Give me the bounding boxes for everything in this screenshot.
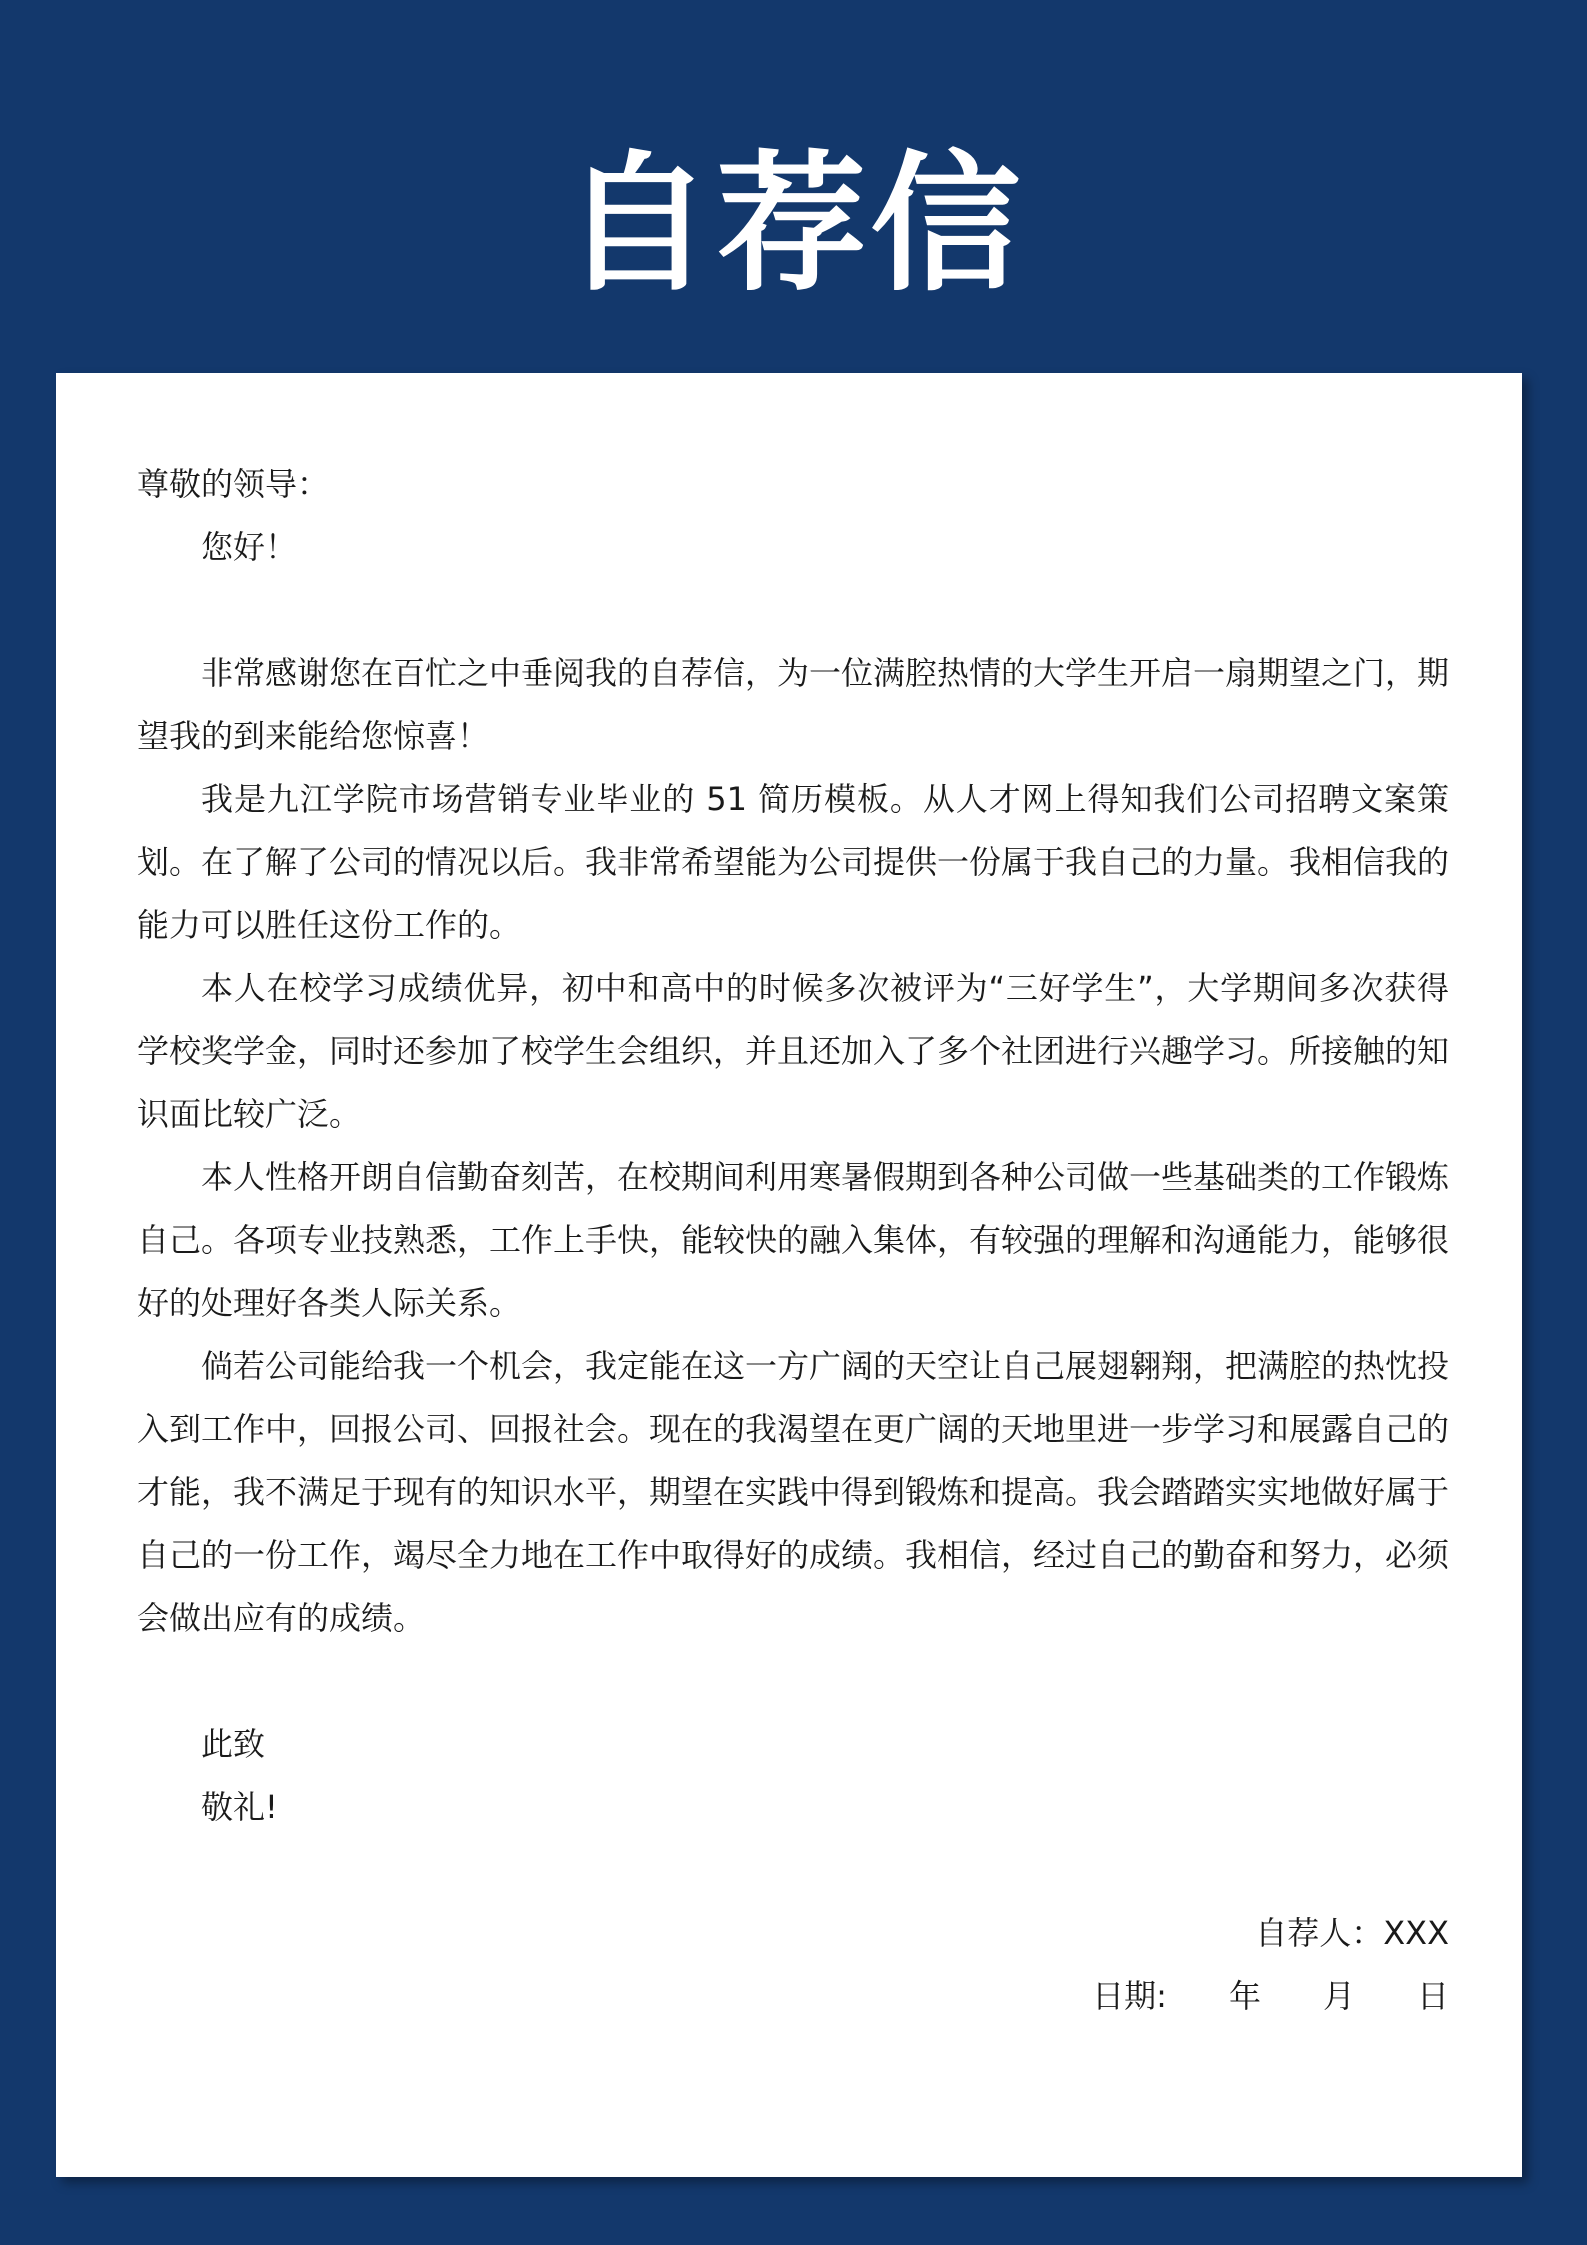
paragraph-1: 非常感谢您在百忙之中垂阅我的自荐信，为一位满腔热情的大学生开启一扇期望之门，期望我的到来能给您惊喜！ bbox=[137, 654, 1450, 755]
signature-block bbox=[137, 1902, 1449, 2028]
salutation: 尊敬的领导： bbox=[137, 465, 330, 503]
date-year: 年 bbox=[1228, 1977, 1261, 2015]
paragraph-5: 倘若公司能给我一个机会，我定能在这一方广阔的天空让自己展翅翱翔，把满腔的热忱投入到工作中，回报公司、回报社会。现在的我渴望在更广阔的天地里进一步学习和展露自己的才能，我不满足于现有的知识水平，期望在实践中得到锻炼和提高。我会踏踏实实地做好属于自己的一份工作，竭尽全力地在工作中取得好的成绩。我相信，经过自己的勤奋和努力，必须会做出应有的成绩。 bbox=[137, 1347, 1450, 1637]
greeting: 您好！ bbox=[201, 528, 298, 566]
letter-body bbox=[137, 453, 1449, 2028]
blank-line bbox=[137, 579, 1449, 642]
page-title: 自荐信 bbox=[562, 138, 1025, 312]
date-label: 日期: bbox=[1092, 1977, 1167, 2015]
signer: 自荐人：XXX bbox=[1255, 1914, 1449, 1952]
letter-paper bbox=[56, 373, 1522, 2177]
paragraph-2: 我是九江学院市场营销专业毕业的 51 简历模板。从人才网上得知我们公司招聘文案策划。在了解了公司的情况以后。我非常希望能为公司提供一份属于我自己的力量。我相信我的能力可以胜任这份工作的。 bbox=[137, 780, 1450, 944]
closing-line-1: 此致 bbox=[201, 1725, 266, 1763]
closing-block bbox=[137, 1713, 1449, 1839]
closing-line-2: 敬礼! bbox=[201, 1788, 278, 1826]
paragraph-4: 本人性格开朗自信勤奋刻苦，在校期间利用寒暑假期到各种公司做一些基础类的工作锻炼自己。各项专业技熟悉，工作上手快，能较快的融入集体，有较强的理解和沟通能力，能够很好的处理好各类人际关系。 bbox=[137, 1158, 1450, 1322]
date-day: 日 bbox=[1416, 1977, 1449, 2015]
date-row bbox=[137, 1965, 1449, 2028]
paragraph-3: 本人在校学习成绩优异，初中和高中的时候多次被评为“三好学生”，大学期间多次获得学校奖学金，同时还参加了校学生会组织，并且还加入了多个社团进行兴趣学习。所接触的知识面比较广泛。 bbox=[137, 969, 1450, 1133]
date-month: 月 bbox=[1322, 1977, 1355, 2015]
